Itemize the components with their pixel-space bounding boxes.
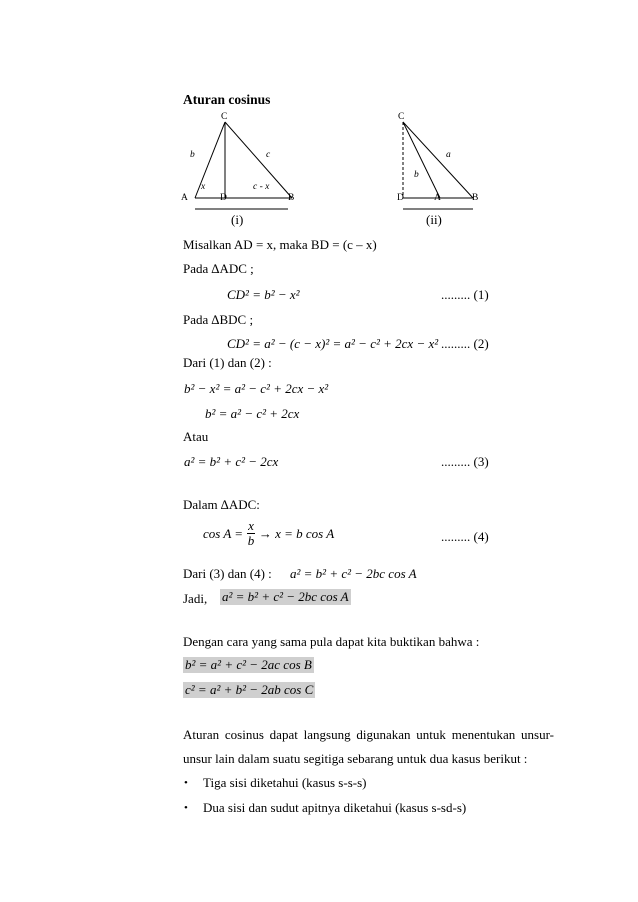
point-A-ii: A: [434, 193, 441, 203]
dengan-line: Dengan cara yang sama pula dapat kita buktikan bahwa :: [183, 634, 480, 649]
result-b-highlighted: b² = a² + c² − 2ac cos B: [185, 657, 312, 672]
bullet-item-2: Dua sisi dan sudut apitnya diketahui (kasus s-sd-s): [203, 800, 467, 815]
side-b-label-i: b: [190, 150, 195, 160]
point-C-i: C: [221, 112, 228, 122]
side-CB: [403, 122, 473, 198]
point-B-i: B: [288, 193, 295, 203]
fraction-numerator: x: [248, 518, 254, 533]
side-CA: [403, 122, 440, 198]
point-C-ii: C: [398, 112, 405, 122]
side-c-label-i: c: [266, 150, 271, 160]
figure-caption-ii: (ii): [426, 212, 442, 227]
equation-1: CD² = b² − x²: [227, 287, 300, 302]
fraction-denominator: b: [247, 533, 255, 548]
derivation-step-2: b² = a² − c² + 2cx: [205, 406, 300, 421]
bullet-dot-1: •: [184, 777, 188, 789]
jadi-label: Jadi,: [183, 591, 208, 606]
paragraph-line-1: Aturan cosinus dapat langsung digunakan untuk menentukan unsur-: [183, 727, 554, 742]
misalkan-line: Misalkan AD = x, maka BD = (c – x): [183, 237, 377, 252]
jadi-equation-highlighted: a² = b² + c² − 2bc cos A: [222, 589, 349, 604]
pada-adc-line: Pada ∆ADC ;: [183, 261, 254, 276]
equation-3: a² = b² + c² − 2cx: [184, 454, 279, 469]
triangle-figure-ii: [390, 110, 490, 220]
point-D-i: D: [220, 193, 227, 203]
side-b-label-ii: b: [414, 170, 419, 180]
equation-4-right: → x = b cos A: [258, 525, 335, 541]
equation-1-number: ......... (1): [441, 287, 489, 302]
pada-bdc-line: Pada ∆BDC ;: [183, 312, 254, 327]
equation-4-left: cos A =: [203, 525, 244, 541]
point-A-i: A: [181, 193, 188, 203]
point-B-ii: B: [472, 193, 479, 203]
equation-4-number: ......... (4): [441, 529, 489, 544]
bullet-dot-2: •: [184, 802, 188, 814]
equation-4: [203, 519, 334, 548]
bullet-item-1: Tiga sisi diketahui (kasus s-s-s): [203, 775, 367, 790]
triangle-figure-i: [178, 110, 313, 220]
point-D-ii: D: [397, 193, 404, 203]
segment-cx-label: c - x: [253, 182, 270, 192]
paragraph-line-2: unsur lain dalam suatu segitiga sebarang untuk dua kasus berikut :: [183, 751, 528, 766]
equation-2-number: ......... (2): [441, 336, 489, 351]
section-title: Aturan cosinus: [183, 92, 271, 107]
atau-line: Atau: [183, 429, 209, 444]
result-c-highlighted: c² = a² + b² − 2ab cos C: [185, 682, 314, 697]
derivation-step-1: b² − x² = a² − c² + 2cx − x²: [184, 381, 329, 396]
equation-2: CD² = a² − (c − x)² = a² − c² + 2cx − x²: [227, 336, 439, 351]
side-a-label-ii: a: [446, 150, 451, 160]
dari-3-4-equation: a² = b² + c² − 2bc cos A: [290, 566, 417, 581]
dari-3-4-label: Dari (3) dan (4) :: [183, 566, 272, 581]
figure-caption-i: (i): [231, 212, 244, 227]
dalam-adc-line: Dalam ∆ADC:: [183, 497, 260, 512]
dari-1-2-line: Dari (1) dan (2) :: [183, 355, 272, 370]
segment-x-label: x: [201, 182, 206, 192]
fraction-x-over-b: [247, 519, 255, 548]
equation-3-number: ......... (3): [441, 454, 489, 469]
side-AC: [195, 122, 225, 198]
